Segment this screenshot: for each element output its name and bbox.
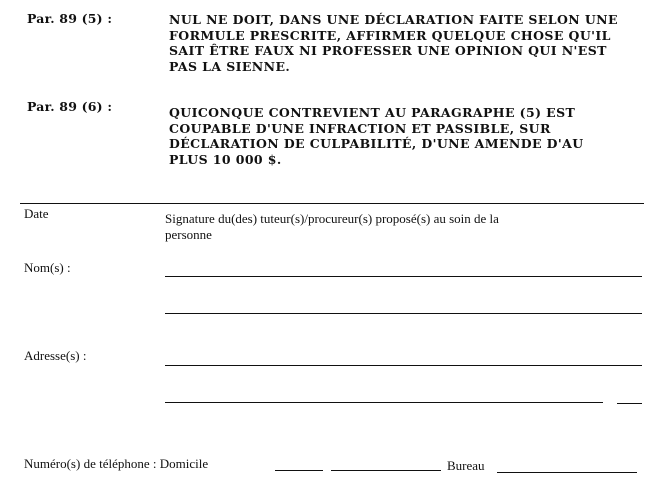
address-field-line-1[interactable]	[165, 365, 642, 366]
phone-label: Numéro(s) de téléphone : Domicile	[24, 456, 209, 471]
home-phone-line-a[interactable]	[275, 470, 323, 471]
section-ref-89-6: Par. 89 (6) :	[27, 99, 113, 114]
address-field-line-2-end[interactable]	[617, 403, 642, 404]
name-field-line-2[interactable]	[165, 313, 642, 314]
date-label: Date	[24, 206, 49, 221]
signature-label: Signature du(des) tuteur(s)/procureur(s) proposé(s) au soin de la personne	[165, 211, 499, 242]
section-text-89-5: NUL NE DOIT, DANS UNE DÉCLARATION FAITE SELON UNE FORMULE PRESCRITE, AFFIRMER QUELQUE CHOSE QU'IL SAIT ÊTRE FAUX NI PROFESSER UNE OPINION QUI N'EST PAS LA SIENNE.	[169, 12, 618, 74]
office-phone-line[interactable]	[497, 472, 637, 473]
section-text-89-6: QUICONQUE CONTREVIENT AU PARAGRAPHE (5) EST COUPABLE D'UNE INFRACTION ET PASSIBLE, SUR DÉCLARATION DE CULPABILITÉ, D'UNE AMENDE D'AU PLUS 10 000 $.	[169, 105, 584, 167]
office-label: Bureau	[447, 458, 485, 473]
section-divider	[20, 203, 644, 204]
address-label: Adresse(s) :	[24, 348, 87, 363]
address-field-line-2[interactable]	[165, 402, 603, 403]
name-label: Nom(s) :	[24, 260, 71, 275]
section-ref-89-5: Par. 89 (5) :	[27, 11, 113, 26]
home-phone-line-b[interactable]	[331, 470, 441, 471]
name-field-line-1[interactable]	[165, 276, 642, 277]
